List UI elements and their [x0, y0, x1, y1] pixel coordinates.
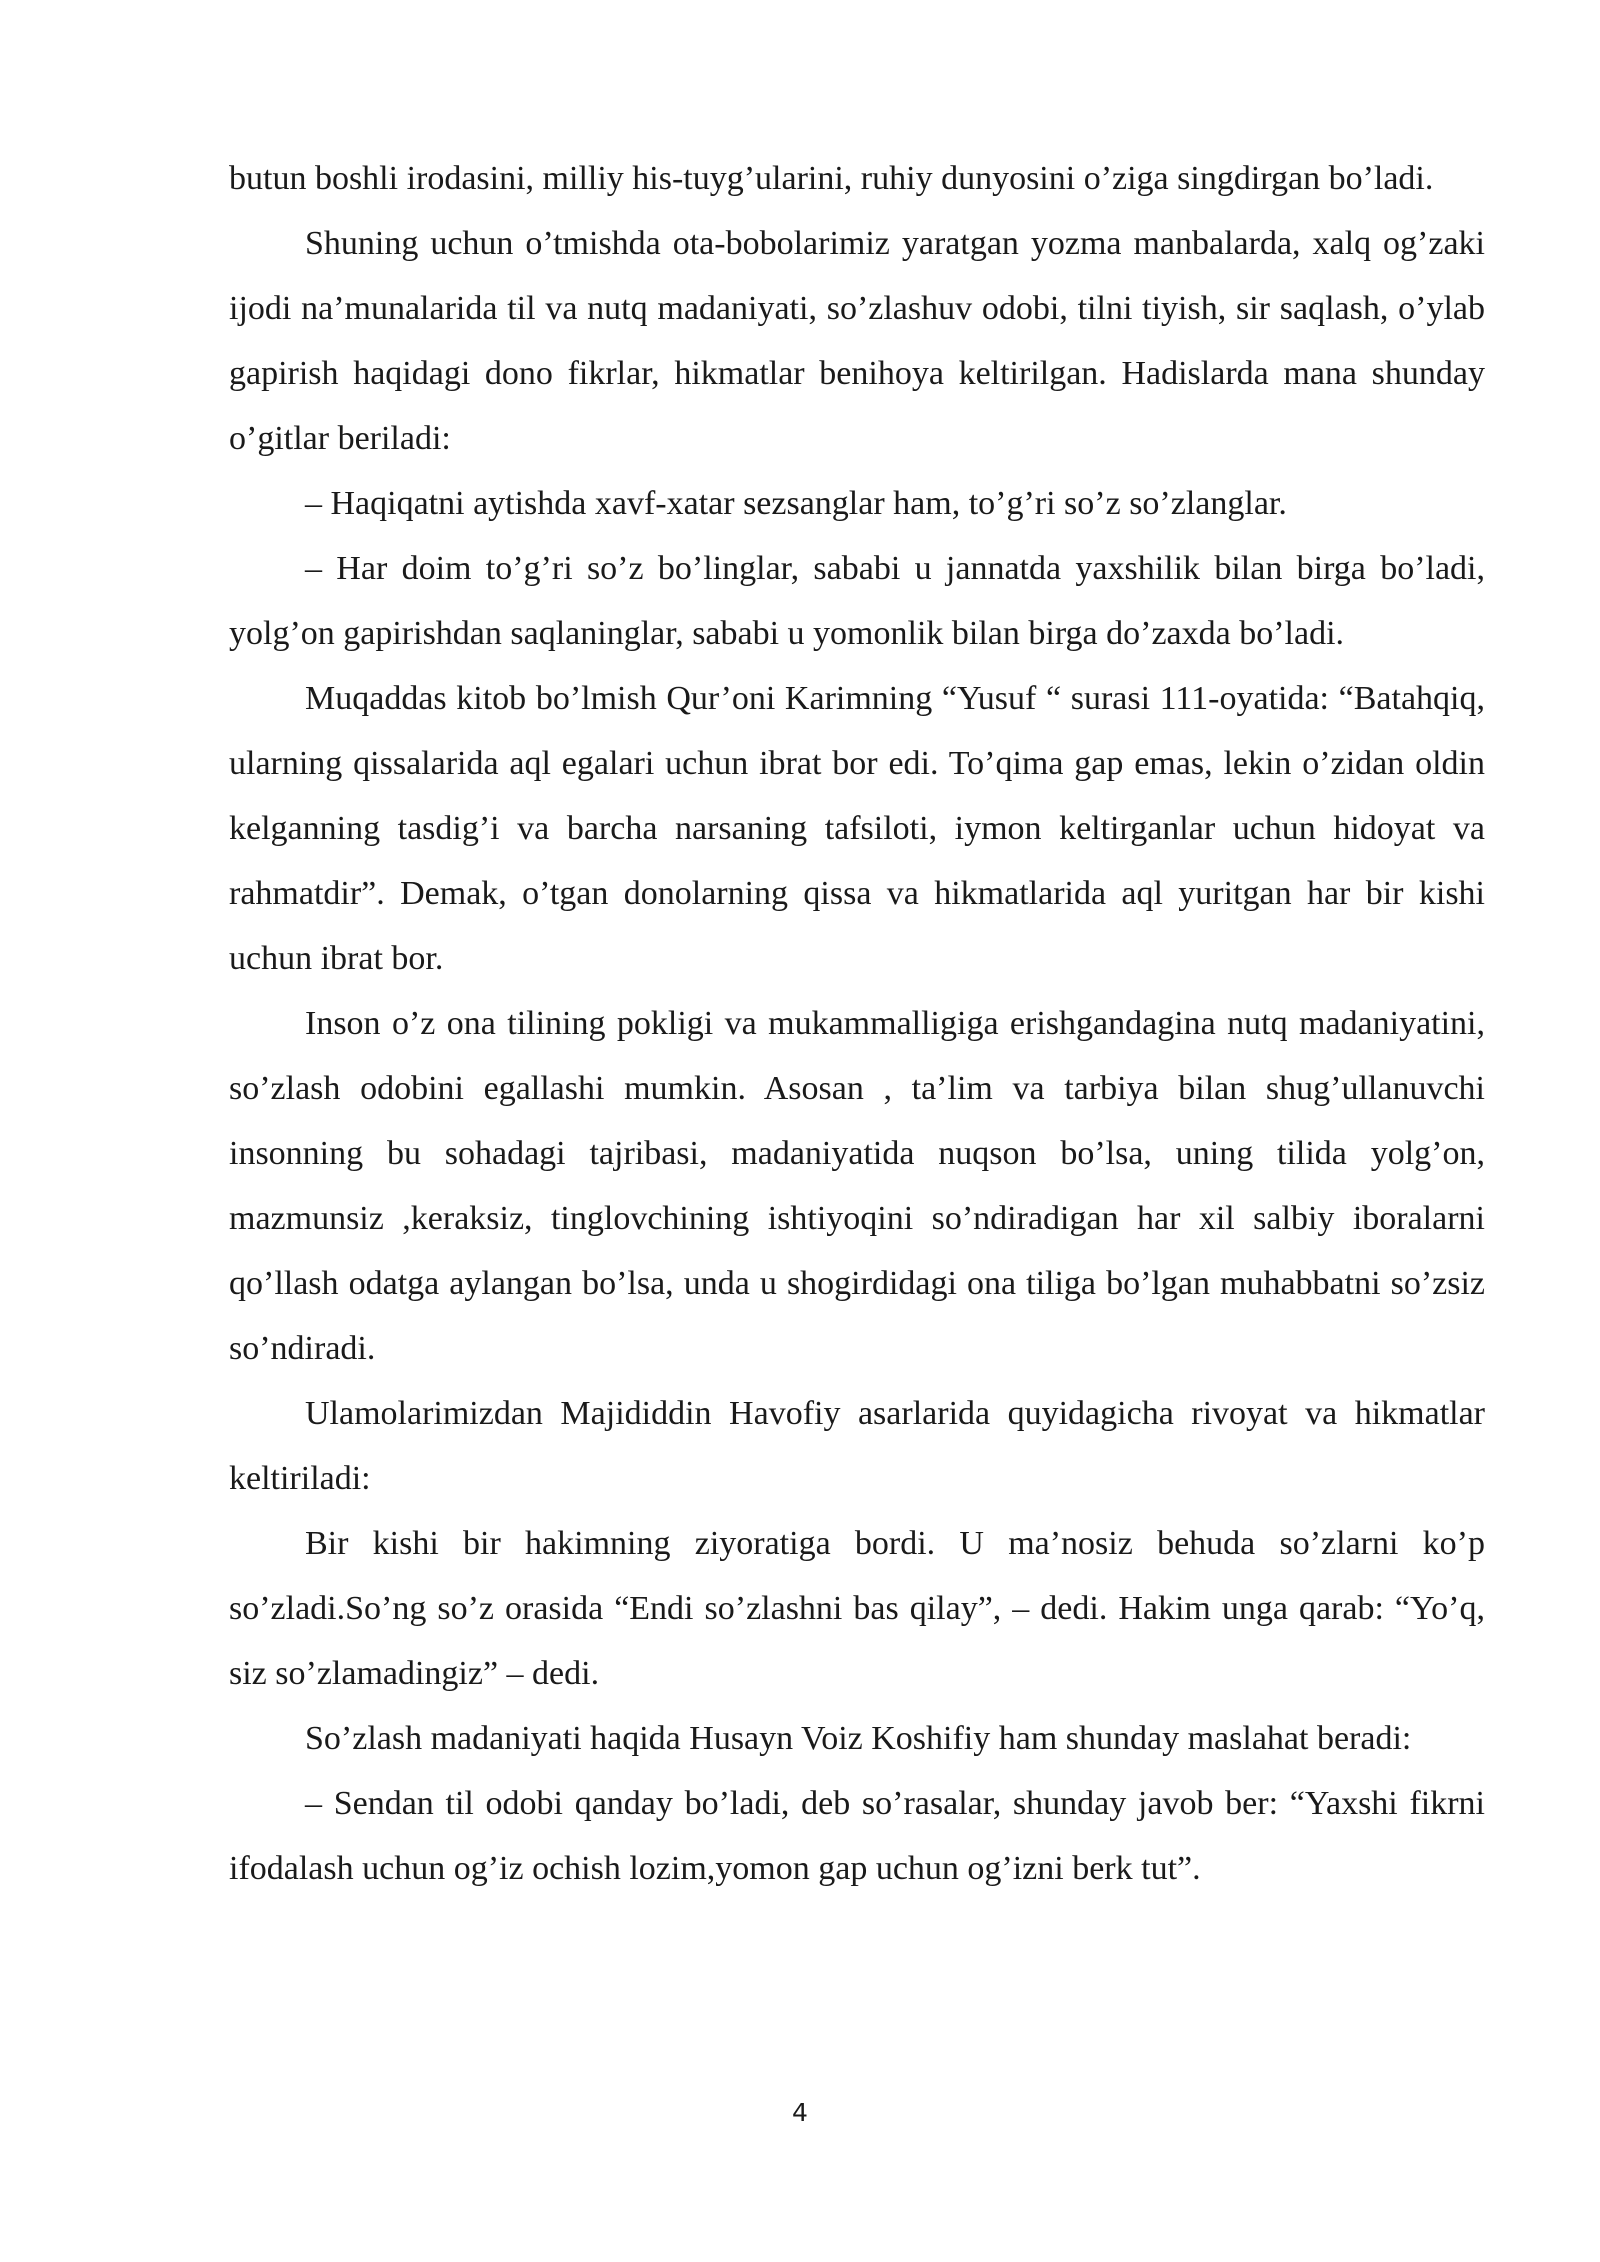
paragraph: Muqaddas kitob bo’lmish Qur’oni Karimning “Yusuf “ surasi 111-oyatida: “Batahqiq, ularning qissalarida aql egalari uchun ibrat bor edi. To’qima gap emas, lekin o’zidan oldin kelganning tasdig’i va barcha narsaning tafsiloti, iymon keltirganlar uchun hidoyat va rahmatdir”. Demak, o’tgan donolarning qissa va hikmatlarida aql yuritgan har bir kishi uchun ibrat bor. [229, 680, 1485, 977]
advice-quote: – Sendan til odobi qanday bo’ladi, deb so’rasalar, shunday javob ber: “Yaxshi fikrni ifodalash uchun og’iz ochish lozim,yomon gap uchun og’izni berk tut”. [229, 1785, 1485, 1887]
paragraph: Inson o’z ona tilining pokligi va mukammalligiga erishgandagina nutq madaniyatini, so’zlash odobini egallashi mumkin. Asosan , ta’lim va tarbiya bilan shug’ullanuvchi insonning bu sohadagi tajribasi, madaniyatida nuqson bo’lsa, uning tilida yolg’on, mazmunsiz ,keraksiz, tinglovchining ishtiyoqini so’ndiradigan har xil salbiy iboralarni qo’llash odatga aylangan bo’lsa, unda u shogirdidagi ona tiliga bo’lgan muhabbatni so’zsiz so’ndiradi. [229, 1005, 1485, 1367]
hadith-quote: – Haqiqatni aytishda xavf-xatar sezsanglar ham, to’g’ri so’z so’zlanglar. [305, 485, 1287, 522]
page-body-text [229, 146, 1485, 1901]
paragraph: Ulamolarimizdan Majididdin Havofiy asarlarida quyidagicha rivoyat va hikmatlar keltiriladi: [229, 1395, 1485, 1497]
paragraph: Bir kishi bir hakimning ziyoratiga bordi. U ma’nosiz behuda so’zlarni ko’p so’zladi.So’ng so’z orasida “Endi so’zlashni bas qilay”, – dedi. Hakim unga qarab: “Yo’q, siz so’zlamadingiz” – dedi. [229, 1525, 1485, 1692]
hadith-quote: – Har doim to’g’ri so’z bo’linglar, sababi u jannatda yaxshilik bilan birga bo’ladi, yolg’on gapirishdan saqlaninglar, sababi u yomonlik bilan birga do’zaxda bo’ladi. [229, 550, 1485, 652]
paragraph: So’zlash madaniyati haqida Husayn Voiz Koshifiy ham shunday maslahat beradi: [305, 1720, 1412, 1757]
page-number: 4 [792, 2098, 808, 2127]
paragraph-continuation: butun boshli irodasini, milliy his-tuyg’ularini, ruhiy dunyosini o’ziga singdirgan bo’ladi. [229, 160, 1434, 197]
paragraph: Shuning uchun o’tmishda ota-bobolarimiz yaratgan yozma manbalarda, xalq og’zaki ijodi na’munalarida til va nutq madaniyati, so’zlashuv odobi, tilni tiyish, sir saqlash, o’ylab gapirish haqidagi dono fikrlar, hikmatlar benihoya keltirilgan. Hadislarda mana shunday o’gitlar beriladi: [229, 225, 1485, 457]
